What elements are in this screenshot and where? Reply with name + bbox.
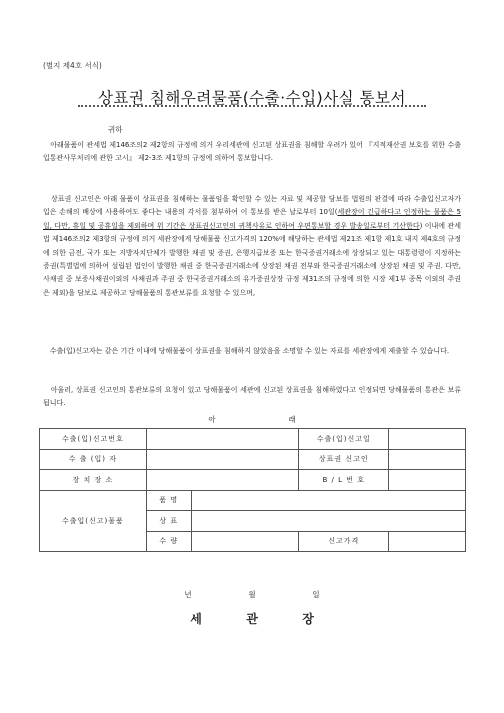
label-declaration-date: 수출(입)신고일 xyxy=(299,429,389,450)
paragraph-hold xyxy=(43,384,461,411)
table-row xyxy=(40,470,466,491)
label-goods-group: 수출입(신고)물품 xyxy=(40,490,147,552)
paragraph-declarant-text: 수출(입)신고자는 같은 기간 이내에 당해물품이 상표권을 침해하지 않았음을 소명할 수 있는 자료를 세관장에게 제출할 수 있습니다. xyxy=(49,347,450,355)
document-title: 상표권 침해우려물품(수출·수입)사실 통보서 xyxy=(98,89,406,107)
date-month: 월 xyxy=(248,590,256,599)
label-bl-number: B / L 번 호 xyxy=(299,470,389,491)
label-declared-price: 신고가격 xyxy=(299,531,389,552)
issuer-signature xyxy=(0,610,504,627)
label-trademark: 상 표 xyxy=(146,511,191,532)
date-year: 년 xyxy=(184,590,192,599)
value-quantity[interactable] xyxy=(191,531,299,552)
paragraph-obligations xyxy=(43,193,461,300)
value-declared-price[interactable] xyxy=(389,531,466,552)
paragraph-declarant xyxy=(43,345,461,358)
label-declaration-number: 수출(입)신고번호 xyxy=(40,429,147,450)
table-row xyxy=(40,429,466,450)
declaration-table xyxy=(39,428,466,552)
label-exporter-importer: 수 출 (입) 자 xyxy=(40,449,147,470)
value-storage-location[interactable] xyxy=(146,470,299,491)
form-number: (별지 제4호 서식) xyxy=(43,61,102,70)
value-declaration-date[interactable] xyxy=(389,429,466,450)
title-underline xyxy=(78,105,426,107)
paragraph-hold-text: 아울러, 상표권 신고인의 통관보류의 요청이 있고 당해물품이 세관에 신고된 상표권을 침해하였다고 인정되면 당해물품의 통관은 보류됩니다. xyxy=(43,386,461,408)
recipient-label: 귀하 xyxy=(108,125,123,134)
paragraph-notice-text: 아래물품이 관세법 제146조의2 제2항의 규정에 의거 우리세관에 신고된 상표권을 침해할 우려가 있어 『지적재산권 보호를 위한 수출입통관사무처리에 관한 고시』 제2-3조 제1항의 규정에 의하여 통보합니다. xyxy=(43,141,461,163)
issuer-char-3: 장 xyxy=(302,612,314,626)
table-row xyxy=(40,449,466,470)
value-trademark-applicant[interactable] xyxy=(389,449,466,470)
value-item-name[interactable] xyxy=(191,490,465,511)
label-item-name: 품 명 xyxy=(146,490,191,511)
date-line xyxy=(0,589,504,600)
issuer-char-1: 세 xyxy=(190,612,202,626)
paragraph-obligations-text-b: ) 이내에 관세법 제146조의2 제3항의 규정에 의거 세관장에게 당해물품 신고가격의 120%에 해당하는 관세법 제21조 제1항 제1호 내지 제4호의 규정에 의한 금전, 국가 또는 지방자치단체가 발행한 채권 및 증권, 은행지급보증 또는 한국증권거래소에 상장되고 있는 대통령령이 지정하는 증권(특별법에 의하여 설립된 법인이 발행한 채권 중 한국증권거래소에 상장된 채권 전부와 한국증권거래소에 상장된 채권 및 주권. 다만, 사채권 중 보증사채권이외의 사채권과 주권 중 한국증권거래소의 유가증권상장 규정 제31조의 규정에 의한 시장 제1부 종목 이외의 주권은 제외)을 담보로 제공하고 당해물품의 통관보류를 요청할 수 있으며, xyxy=(43,221,461,297)
section-heading-b: 래 xyxy=(288,415,296,424)
section-heading-a: 아 xyxy=(208,415,216,424)
date-day: 일 xyxy=(312,590,320,599)
section-heading xyxy=(0,414,504,425)
paragraph-notice xyxy=(43,139,461,166)
table-row xyxy=(40,490,466,511)
value-trademark[interactable] xyxy=(191,511,465,532)
value-declaration-number[interactable] xyxy=(146,429,299,450)
label-trademark-applicant: 상표권 신고인 xyxy=(299,449,389,470)
label-storage-location: 장 치 장 소 xyxy=(40,470,147,491)
value-bl-number[interactable] xyxy=(389,470,466,491)
paragraph-obligations-text-a: 상표권 신고인은 아래 물품이 상표권을 침해하는 물품임을 확인할 수 있는 자료 및 제공할 담보를 법원의 판결에 따라 수출입신고자가 입은 손해의 배상에 사용하여도 좋다는 내용의 각서를 첨부하여 이 통보를 받은 날로부터 10일( xyxy=(43,195,461,217)
value-exporter-importer[interactable] xyxy=(146,449,299,470)
issuer-char-2: 관 xyxy=(246,612,258,626)
paragraph-obligations-underlined: 세관장이 긴급하다고 인정하는 물품은 5일, 다만, 휴일 및 공휴일을 제외하며 위 기간은 상표권신고인의 귀책사유로 인하여 우편통보할 경우 발송일로부터 기산한다 xyxy=(43,208,461,230)
label-quantity: 수 량 xyxy=(146,531,191,552)
